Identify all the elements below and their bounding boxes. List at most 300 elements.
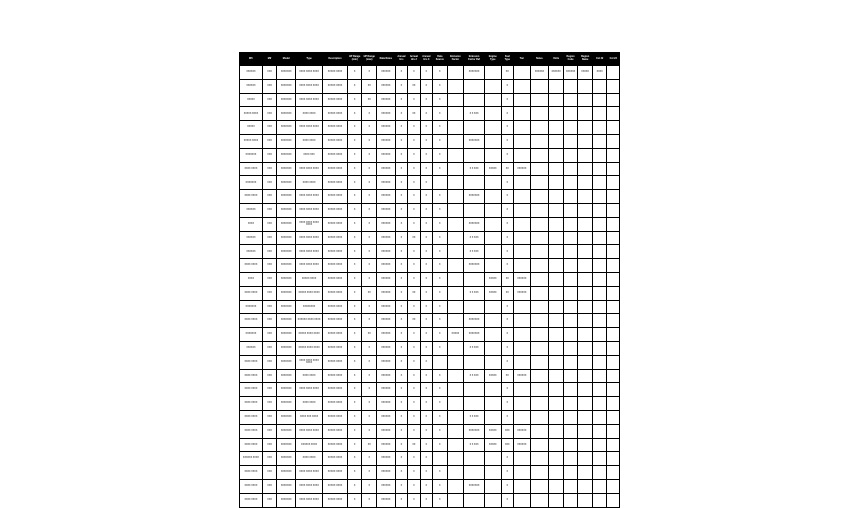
table-cell xyxy=(578,121,593,135)
table-cell: X xyxy=(501,203,513,217)
table-cell: X xyxy=(395,217,407,231)
table-cell: XXXXX XXXX xyxy=(240,107,263,121)
table-cell: X xyxy=(347,203,362,217)
table-cell: XXXX XXXX xyxy=(240,424,263,438)
table-cell: X xyxy=(420,217,432,231)
table-cell xyxy=(484,231,501,245)
table-row xyxy=(240,314,620,328)
table-cell: X xyxy=(420,355,432,369)
table-row xyxy=(240,341,620,355)
table-cell xyxy=(607,355,620,369)
table-cell: XXXXX XXXX xyxy=(323,134,348,148)
table-cell xyxy=(549,383,564,397)
table-cell: X xyxy=(420,438,432,452)
table-cell: X xyxy=(362,272,377,286)
table-cell: X xyxy=(395,397,407,411)
table-cell: X xyxy=(347,190,362,204)
table-row xyxy=(240,176,620,190)
table-cell xyxy=(592,300,607,314)
table-cell: XXXX XXXX XXXX xyxy=(296,93,323,107)
table-cell xyxy=(447,341,464,355)
table-cell: XXXX XXXX xyxy=(240,466,263,480)
table-row xyxy=(240,272,620,286)
table-cell xyxy=(607,466,620,480)
table-cell: XXXXXXX xyxy=(277,190,296,204)
table-cell xyxy=(484,148,501,162)
table-cell xyxy=(464,452,485,466)
table-cell: XXXXX xyxy=(240,121,263,135)
table-cell xyxy=(578,190,593,204)
table-cell: X xyxy=(501,493,513,507)
table-cell: XXXX XXXX xyxy=(240,162,263,176)
table-cell: X xyxy=(433,272,448,286)
table-cell xyxy=(549,93,564,107)
table-cell xyxy=(578,355,593,369)
table-cell: X xyxy=(433,300,448,314)
table-cell xyxy=(514,493,531,507)
table-cell xyxy=(563,259,578,273)
table-row xyxy=(240,493,620,507)
table-cell xyxy=(447,314,464,328)
table-cell: XXX xyxy=(262,383,277,397)
table-cell xyxy=(530,79,549,93)
table-cell xyxy=(592,148,607,162)
table-cell xyxy=(549,162,564,176)
table-cell: X xyxy=(347,121,362,135)
table-cell: X xyxy=(395,383,407,397)
table-cell: XXXXX XXXX xyxy=(323,203,348,217)
table-cell: X xyxy=(408,134,420,148)
table-cell: XXXXXX xyxy=(514,162,531,176)
table-cell: XXXXXXXX xyxy=(296,300,323,314)
table-cell: X xyxy=(408,176,420,190)
table-cell: X xyxy=(395,286,407,300)
table-cell: X xyxy=(347,355,362,369)
table-cell xyxy=(530,424,549,438)
table-cell: XX xyxy=(501,162,513,176)
table-cell xyxy=(578,383,593,397)
table-cell: XX xyxy=(408,231,420,245)
table-cell xyxy=(447,355,464,369)
table-cell xyxy=(607,259,620,273)
table-cell xyxy=(530,176,549,190)
table-cell: XXXXXX XXXX xyxy=(296,438,323,452)
table-cell xyxy=(607,328,620,342)
table-cell: X xyxy=(347,231,362,245)
table-cell xyxy=(607,410,620,424)
column-header: Units xyxy=(549,53,564,66)
table-cell: XXXXXX xyxy=(377,190,396,204)
table-cell xyxy=(464,203,485,217)
table-cell: XXXXX XXXX xyxy=(323,286,348,300)
table-cell: X xyxy=(501,328,513,342)
table-cell: XXXXXX xyxy=(377,383,396,397)
table-cell xyxy=(563,190,578,204)
table-cell: X xyxy=(395,355,407,369)
table-cell xyxy=(563,93,578,107)
table-cell: X xyxy=(362,162,377,176)
table-cell: X xyxy=(433,162,448,176)
table-cell: XXXX XXXX XXXX XXXX xyxy=(296,355,323,369)
table-cell: X xyxy=(395,93,407,107)
table-cell xyxy=(447,134,464,148)
table-cell: XXXXX xyxy=(484,438,501,452)
table-cell: XXXXX XXXX xyxy=(323,328,348,342)
table-cell: X xyxy=(395,190,407,204)
table-cell xyxy=(549,300,564,314)
table-cell: X xyxy=(408,397,420,411)
table-cell: XXXX XXXX xyxy=(296,134,323,148)
table-cell: X xyxy=(408,190,420,204)
table-cell xyxy=(530,162,549,176)
table-cell xyxy=(447,369,464,383)
table-cell: XXXX XXX xyxy=(296,148,323,162)
table-cell: X xyxy=(408,93,420,107)
table-cell xyxy=(484,203,501,217)
table-cell xyxy=(514,466,531,480)
table-cell: XXXX XXXX xyxy=(240,479,263,493)
table-cell xyxy=(464,272,485,286)
table-cell: X X XXX xyxy=(464,162,485,176)
table-cell: XXXXXXX xyxy=(277,493,296,507)
table-cell: X xyxy=(433,107,448,121)
table-cell: X xyxy=(347,493,362,507)
table-cell: XXX xyxy=(262,134,277,148)
table-cell: XXXXXX xyxy=(377,328,396,342)
table-cell: XXXXXX xyxy=(377,79,396,93)
table-cell xyxy=(563,176,578,190)
table-cell: XXX xyxy=(262,424,277,438)
table-cell: XXXXX XXXX xyxy=(323,452,348,466)
table-cell xyxy=(530,217,549,231)
table-cell: XXX xyxy=(262,479,277,493)
table-cell: X xyxy=(395,121,407,135)
table-cell xyxy=(530,121,549,135)
table-cell: XXXXXX xyxy=(240,66,263,80)
table-cell xyxy=(530,107,549,121)
table-cell: XXXXXX xyxy=(377,259,396,273)
table-cell: XXXXXX XXXX xyxy=(240,452,263,466)
table-cell: XXXXXX xyxy=(377,479,396,493)
table-cell: XXXXX XXXX xyxy=(323,438,348,452)
table-row xyxy=(240,245,620,259)
table-cell xyxy=(578,176,593,190)
table-cell xyxy=(484,121,501,135)
table-cell: XXXXXXX xyxy=(464,217,485,231)
table-cell: X xyxy=(433,245,448,259)
table-cell: X xyxy=(362,66,377,80)
table-cell xyxy=(530,369,549,383)
table-cell: XX xyxy=(501,369,513,383)
table-cell: X xyxy=(433,190,448,204)
table-cell xyxy=(464,79,485,93)
table-cell: XXXXX XXXX xyxy=(323,493,348,507)
table-cell: X xyxy=(420,259,432,273)
table-cell: XXXXX xyxy=(240,93,263,107)
table-cell xyxy=(484,300,501,314)
table-cell: X xyxy=(433,134,448,148)
table-cell: XXXXX xyxy=(578,66,593,80)
table-cell xyxy=(447,383,464,397)
table-cell: XXXX XXXX XXXX XXXX xyxy=(296,217,323,231)
table-cell xyxy=(549,328,564,342)
table-cell xyxy=(563,314,578,328)
table-cell xyxy=(607,176,620,190)
table-cell: X xyxy=(347,245,362,259)
table-cell: X xyxy=(420,466,432,480)
table-cell: XXXXXX xyxy=(240,231,263,245)
table-cell: X xyxy=(347,383,362,397)
column-header: Annual Hrs xyxy=(395,53,407,66)
table-cell: XX xyxy=(362,286,377,300)
table-row xyxy=(240,148,620,162)
table-row xyxy=(240,300,620,314)
table-cell xyxy=(607,286,620,300)
table-cell: X xyxy=(408,493,420,507)
table-cell: XXXXXXX xyxy=(464,424,485,438)
table-row xyxy=(240,286,620,300)
table-cell: X xyxy=(395,79,407,93)
table-cell: X xyxy=(362,355,377,369)
table-cell xyxy=(530,148,549,162)
table-cell: X xyxy=(433,397,448,411)
table-cell xyxy=(563,479,578,493)
table-cell xyxy=(484,383,501,397)
table-cell: XXXXXX xyxy=(240,341,263,355)
table-cell: X xyxy=(420,162,432,176)
table-cell: X xyxy=(433,341,448,355)
table-cell: XXXXXX xyxy=(377,107,396,121)
table-cell xyxy=(484,217,501,231)
table-cell: XXXXXX xyxy=(514,286,531,300)
table-cell: XXXX XXXX XXXX xyxy=(296,466,323,480)
table-cell: X xyxy=(433,217,448,231)
table-cell: X xyxy=(347,66,362,80)
table-cell xyxy=(530,134,549,148)
table-cell: XXX xyxy=(262,190,277,204)
table-cell: XXXX xyxy=(240,272,263,286)
table-cell: XXXXXXX xyxy=(464,259,485,273)
table-cell: XXXXXX xyxy=(377,355,396,369)
table-cell xyxy=(549,176,564,190)
table-cell: XXX xyxy=(262,314,277,328)
table-cell: XXXXXX xyxy=(377,493,396,507)
table-cell: X xyxy=(395,466,407,480)
table-cell xyxy=(563,245,578,259)
table-cell: XXXX XXXX xyxy=(296,397,323,411)
table-cell: X xyxy=(420,176,432,190)
table-cell: X xyxy=(362,369,377,383)
table-cell: XXXX XXXX xyxy=(296,107,323,121)
table-cell xyxy=(484,134,501,148)
table-cell xyxy=(447,466,464,480)
table-cell: X xyxy=(347,314,362,328)
table-cell: X xyxy=(420,410,432,424)
table-cell xyxy=(563,410,578,424)
table-cell: X xyxy=(420,272,432,286)
table-cell: X xyxy=(347,79,362,93)
column-header: Region Name xyxy=(578,53,593,66)
table-cell: X xyxy=(347,217,362,231)
table-cell xyxy=(607,134,620,148)
table-cell xyxy=(530,314,549,328)
table-cell: XXX xyxy=(262,162,277,176)
table-cell: X xyxy=(501,300,513,314)
table-cell: X xyxy=(362,314,377,328)
table-cell xyxy=(484,479,501,493)
table-cell xyxy=(447,190,464,204)
table-cell xyxy=(563,300,578,314)
table-cell xyxy=(607,93,620,107)
table-cell xyxy=(592,134,607,148)
table-cell: XXXXXXX xyxy=(277,452,296,466)
table-cell: XXXXXX xyxy=(377,148,396,162)
table-cell: X xyxy=(362,397,377,411)
table-body xyxy=(240,66,620,508)
table-cell: X xyxy=(347,466,362,480)
table-cell: X xyxy=(347,286,362,300)
table-cell: X xyxy=(395,162,407,176)
table-cell xyxy=(563,341,578,355)
table-cell: XXX xyxy=(262,355,277,369)
table-cell xyxy=(592,245,607,259)
table-row xyxy=(240,259,620,273)
table-cell: X xyxy=(408,121,420,135)
table-cell: XXXXX XXXX xyxy=(323,217,348,231)
table-cell: XXXXXXX xyxy=(277,148,296,162)
table-cell: XXXX XXXX xyxy=(240,314,263,328)
table-cell: XXXXXX xyxy=(377,93,396,107)
table-cell: X xyxy=(347,369,362,383)
table-cell: XXXXX XXXX xyxy=(323,162,348,176)
table-row xyxy=(240,231,620,245)
table-cell: XXX xyxy=(262,217,277,231)
table-cell: X xyxy=(420,341,432,355)
table-cell: X xyxy=(420,397,432,411)
table-cell: X xyxy=(347,300,362,314)
column-header: Model xyxy=(277,53,296,66)
table-cell: XXXXXXX xyxy=(464,134,485,148)
table-cell xyxy=(447,79,464,93)
table-cell: XXXXXX xyxy=(377,314,396,328)
table-row xyxy=(240,424,620,438)
spreadsheet-table xyxy=(239,52,620,508)
table-cell: X xyxy=(395,438,407,452)
table-cell: X xyxy=(408,383,420,397)
table-cell: XXXXXXX xyxy=(464,479,485,493)
table-cell: XXXXXXX xyxy=(240,328,263,342)
table-cell xyxy=(563,272,578,286)
table-cell: X xyxy=(362,231,377,245)
table-cell: XXXXXXX xyxy=(464,314,485,328)
table-cell xyxy=(592,79,607,93)
table-cell: X xyxy=(347,452,362,466)
table-cell: X xyxy=(395,272,407,286)
table-row xyxy=(240,383,620,397)
table-cell xyxy=(447,176,464,190)
table-cell xyxy=(447,66,464,80)
table-cell xyxy=(484,466,501,480)
table-cell: X xyxy=(501,121,513,135)
table-cell xyxy=(578,107,593,121)
table-cell xyxy=(484,341,501,355)
column-header: Emission Factor Ref xyxy=(464,53,485,66)
table-cell: X xyxy=(395,203,407,217)
table-cell: XXXX XXXX xyxy=(240,355,263,369)
table-cell xyxy=(592,410,607,424)
table-cell xyxy=(578,341,593,355)
table-cell xyxy=(514,148,531,162)
table-cell: X xyxy=(408,424,420,438)
column-header: Col 23 xyxy=(607,53,620,66)
table-cell xyxy=(514,259,531,273)
table-cell: X xyxy=(433,369,448,383)
column-header: Type xyxy=(296,53,323,66)
table-cell: X xyxy=(395,452,407,466)
table-cell: XXXXX XXXX xyxy=(323,66,348,80)
table-cell: XX xyxy=(362,79,377,93)
table-cell: XXXX XXXX xyxy=(240,410,263,424)
table-cell xyxy=(607,203,620,217)
table-cell xyxy=(549,493,564,507)
table-cell xyxy=(549,272,564,286)
table-cell: X xyxy=(408,259,420,273)
table-cell: XXXX XXXX xyxy=(240,383,263,397)
table-cell: X xyxy=(420,93,432,107)
table-cell: XXXXXXX xyxy=(277,328,296,342)
table-cell xyxy=(530,410,549,424)
table-cell: XXXXX XXXX xyxy=(323,341,348,355)
table-cell: XXXXXX xyxy=(377,424,396,438)
table-cell xyxy=(549,259,564,273)
column-header: Tier xyxy=(514,53,531,66)
table-cell: XXX xyxy=(501,424,513,438)
table-cell xyxy=(549,245,564,259)
table-row xyxy=(240,107,620,121)
table-cell xyxy=(563,231,578,245)
table-cell xyxy=(592,162,607,176)
table-cell: X xyxy=(362,452,377,466)
table-cell xyxy=(607,66,620,80)
table-cell: XXXXXX xyxy=(377,245,396,259)
table-row xyxy=(240,93,620,107)
table-cell: X xyxy=(408,466,420,480)
table-cell: XXX xyxy=(262,121,277,135)
table-cell: X xyxy=(501,93,513,107)
table-cell xyxy=(464,93,485,107)
table-cell: XXXX XXXX xyxy=(240,438,263,452)
table-cell: XXXXX XXXX xyxy=(323,121,348,135)
table-cell: XXXXXXX xyxy=(277,107,296,121)
table-cell: XXX xyxy=(262,79,277,93)
table-cell xyxy=(464,300,485,314)
table-cell: X xyxy=(395,176,407,190)
table-cell: XXXX XXXX XXXX xyxy=(296,259,323,273)
table-cell: XXXXXX xyxy=(377,410,396,424)
column-header: HP Range (min) xyxy=(347,53,362,66)
table-cell: X xyxy=(395,479,407,493)
table-cell xyxy=(578,410,593,424)
table-cell: XXXXXX xyxy=(530,66,549,80)
table-cell: X xyxy=(420,134,432,148)
table-cell: X xyxy=(347,341,362,355)
table-cell: XXXXXX xyxy=(549,66,564,80)
table-cell: XXXX XXXX xyxy=(240,397,263,411)
table-cell: XXXXX XXXX xyxy=(323,300,348,314)
table-cell xyxy=(578,300,593,314)
table-cell: X xyxy=(408,341,420,355)
table-cell: XXXX XXXX XXXX xyxy=(296,493,323,507)
